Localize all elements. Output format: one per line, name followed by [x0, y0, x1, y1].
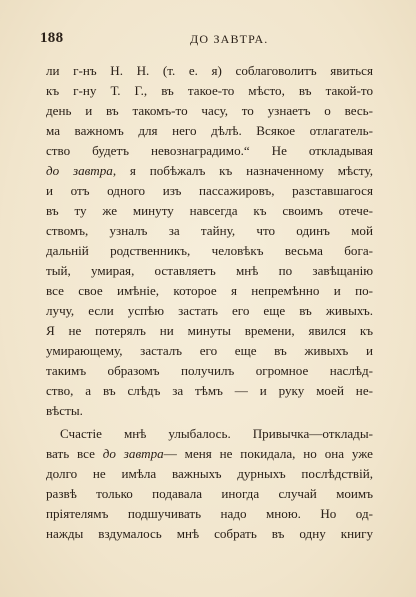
running-head: ДО ЗАВТРА.	[190, 32, 269, 46]
text-line: такимъ образомъ получилъ огромное наслѣд-	[46, 363, 373, 378]
body-text	[46, 61, 373, 544]
text-line: умирающему, засталъ его еще въ живыхъ и	[46, 343, 373, 358]
text-line: долго не имѣла важныхъ дурныхъ послѣдствій,	[46, 466, 373, 481]
text-line: развѣ только подавала иногда случай моимъ	[46, 486, 373, 501]
page-number: 188	[40, 30, 64, 46]
text-line: пріятелямъ подшучивать надо мною. Но од-	[46, 506, 373, 521]
text-line: и отъ одного изъ пассажировъ, разставшагося	[46, 183, 373, 198]
text-fragment: , я побѣжалъ къ назначенному мѣсту,	[112, 163, 373, 178]
italic-phrase: до завтра	[102, 446, 164, 461]
text-fragment: — меня не покидала, но она уже	[163, 446, 373, 461]
text-line: лучу, если успѣю застать его еще въ живыхъ.	[46, 303, 373, 318]
text-line: все свое имѣніе, которое я непремѣнно и по-	[46, 283, 373, 298]
text-line: дальній родственникъ, человѣкъ весьма бога-	[46, 243, 373, 258]
text-line: къ г-ну Т. Г., въ такое-то мѣсто, въ такой-то	[46, 83, 373, 98]
text-line: ли г-нъ Н. Н. (т. е. я) соблаговолитъ явиться	[46, 63, 373, 78]
text-line: тый, умирая, оставляетъ мнѣ по завѣщанію	[46, 263, 373, 278]
text-line: день и въ такомъ-то часу, то узнаетъ о весь-	[46, 103, 373, 118]
text-line: ство будетъ невознаградимо.“ Не откладывая	[46, 143, 373, 158]
text-line: ство, а въ слѣдъ за тѣмъ — и руку моей не-	[46, 383, 373, 398]
text-line: ствомъ, узналъ за тайну, что одинъ мой	[46, 223, 373, 238]
text-line: вѣсты.	[46, 403, 83, 418]
text-line: нажды вздумалось мнѣ собрать въ одну книгу	[46, 526, 373, 541]
text-fragment: вать все	[46, 446, 103, 461]
text-line: ма важномъ для него дѣлѣ. Всякое отлагатель-	[46, 123, 373, 138]
italic-phrase: до завтра	[46, 163, 113, 178]
text-line: Счастіе мнѣ улыбалось. Привычка—отклады-	[60, 426, 373, 441]
text-line: Я не потерялъ ни минуты времени, явился къ	[46, 323, 373, 338]
text-line	[46, 444, 373, 464]
text-line	[46, 161, 373, 181]
page-header	[40, 30, 376, 50]
text-line: въ ту же минуту навсегда къ своимъ отече-	[46, 203, 373, 218]
